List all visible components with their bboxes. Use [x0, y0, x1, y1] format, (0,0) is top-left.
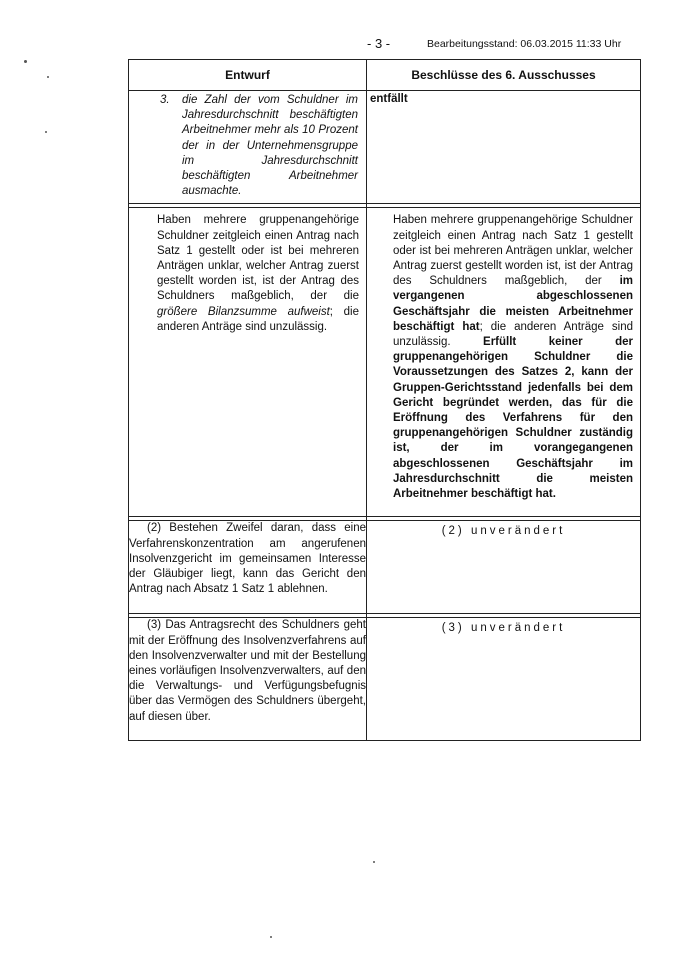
draft-text: Haben mehrere gruppenangehörige Schuldner zeitgleich einen Antrag nach Satz 1 gestellt oder ist bei mehreren Anträgen unklar, welcher Antrag zuerst gestellt worden ist, ist der Antrag des Schuldners maßgeblich, der die größere Bilanzsumme aufweist; die anderen Anträge sind unzulässig. [157, 214, 359, 333]
committee-text: (3) unverändert [441, 622, 566, 635]
table-row [129, 208, 641, 517]
scan-speck [270, 936, 272, 938]
table-header-row [129, 60, 641, 91]
draft-cell [129, 521, 367, 614]
committee-cell [367, 91, 641, 204]
committee-cell [367, 521, 641, 614]
synopsis-table [128, 59, 641, 741]
edit-status: Bearbeitungsstand: 06.03.2015 11:33 Uhr [427, 38, 622, 50]
item-number: 3. [160, 94, 170, 106]
committee-text: entfällt [370, 93, 408, 105]
committee-text: (2) unverändert [441, 525, 566, 538]
draft-text: (2) Bestehen Zweifel daran, dass eine Verfahrenskonzentration am angerufenen Insolvenzgericht im gemeinsamen Interesse der Gläubiger liegt, kann das Gericht den Antrag nach Absatz 1 Satz 1 ablehnen. [129, 522, 366, 596]
draft-cell [129, 208, 367, 517]
table-row [129, 521, 641, 614]
scan-speck [373, 861, 375, 863]
draft-text: die Zahl der vom Schuldner im Jahresdurchschnitt beschäftigten Arbeitnehmer mehr als 10 Prozent der in der Unternehmensgruppe im Jahresdurchschnitt beschäftigten Arbeitnehmer ausmachte. [182, 94, 358, 198]
column-header-draft: Entwurf [129, 60, 367, 91]
column-header-committee: Beschlüsse des 6. Ausschusses [367, 60, 641, 91]
scan-speck [47, 76, 49, 78]
draft-cell [129, 618, 367, 741]
table-row [129, 91, 641, 204]
scan-speck [24, 60, 27, 63]
committee-text: Haben mehrere gruppenangehörige Schuldner zeitgleich einen Antrag nach Satz 1 gestellt oder ist bei mehreren Anträgen unklar, welcher Antrag zuerst gestellt worden ist, ist der Antrag des Schuldners maßgeblich, der im vergangenen abgeschlossenen Geschäftsjahr die meisten Arbeitnehmer beschäftigt hat; die anderen Anträge sind unzulässig. Erfüllt keiner der gruppenangehörigen Schuldner die Voraussetzungen des Satzes 2, kann der Gruppen-Gerichtsstand jedenfalls bei dem Gericht begründet werden, das für die Eröffnung des Verfahrens für den gruppenangehörigen Schuldner zuständig ist, der im vorangegangenen abgeschlossenen Geschäftsjahr im Jahresdurchschnitt die meisten Arbeitnehmer beschäftigt hat. [393, 214, 634, 501]
committee-cell [367, 208, 641, 517]
scan-speck [45, 131, 47, 133]
committee-cell [367, 618, 641, 741]
draft-text: (3) Das Antragsrecht des Schuldners geht mit der Eröffnung des Insolvenzverfahrens auf den Insolvenzverwalter und mit der Bestellung eines vorläufigen Insolvenzverwalters, auf den die Verwaltungs- und Verfügungsbefugnis über das Vermögen des Schuldners übergeht, auf diesen über. [129, 619, 366, 723]
table-row [129, 618, 641, 741]
page-number: - 3 - [367, 36, 391, 51]
draft-cell [129, 91, 367, 204]
